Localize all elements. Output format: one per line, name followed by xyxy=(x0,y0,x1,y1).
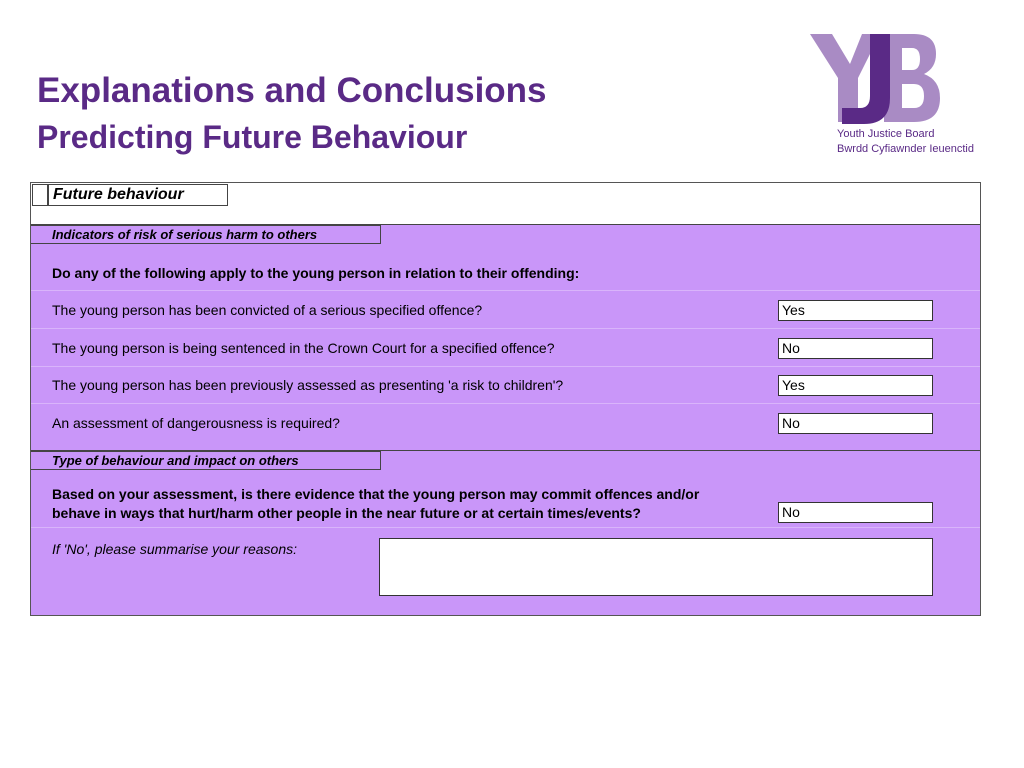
logo-text-welsh: Bwrdd Cyfiawnder Ieuenctid xyxy=(837,143,974,155)
question-crown-court: The young person is being sentenced in the Crown Court for a specified offence? xyxy=(52,340,555,356)
logo-text-english: Youth Justice Board xyxy=(837,128,935,140)
form-header-marker xyxy=(32,184,48,206)
page-title: Explanations and Conclusions xyxy=(37,71,547,110)
section-behaviour-impact-title: Type of behaviour and impact on others xyxy=(31,451,381,470)
section-risk-indicators xyxy=(31,225,980,451)
form-header-label: Future behaviour xyxy=(48,184,228,206)
answer-evidence[interactable]: No xyxy=(778,502,933,523)
question-risk-to-children: The young person has been previously assessed as presenting 'a risk to children'? xyxy=(52,377,564,393)
form-header xyxy=(31,183,980,225)
row-divider xyxy=(31,290,980,291)
row-divider xyxy=(31,366,980,367)
row-divider xyxy=(31,527,980,528)
row-divider xyxy=(31,328,980,329)
summary-reasons-field[interactable] xyxy=(379,538,933,596)
answer-crown-court[interactable]: No xyxy=(778,338,933,359)
summary-prompt: If 'No', please summarise your reasons: xyxy=(52,541,297,557)
answer-risk-to-children[interactable]: Yes xyxy=(778,375,933,396)
section-behaviour-impact xyxy=(31,451,980,615)
page-subtitle: Predicting Future Behaviour xyxy=(37,119,468,155)
section-risk-indicators-title: Indicators of risk of serious harm to others xyxy=(31,225,381,244)
evidence-question-line2: behave in ways that hurt/harm other people in the near future or at certain times/events? xyxy=(52,505,641,521)
answer-dangerousness[interactable]: No xyxy=(778,413,933,434)
risk-intro-text: Do any of the following apply to the young person in relation to their offending: xyxy=(52,265,580,281)
question-dangerousness: An assessment of dangerousness is required? xyxy=(52,415,340,431)
question-serious-offence: The young person has been convicted of a serious specified offence? xyxy=(52,302,483,318)
future-behaviour-form xyxy=(30,182,981,616)
row-divider xyxy=(31,403,980,404)
evidence-question-line1: Based on your assessment, is there evidence that the young person may commit offences and/or xyxy=(52,486,700,502)
answer-serious-offence[interactable]: Yes xyxy=(778,300,933,321)
